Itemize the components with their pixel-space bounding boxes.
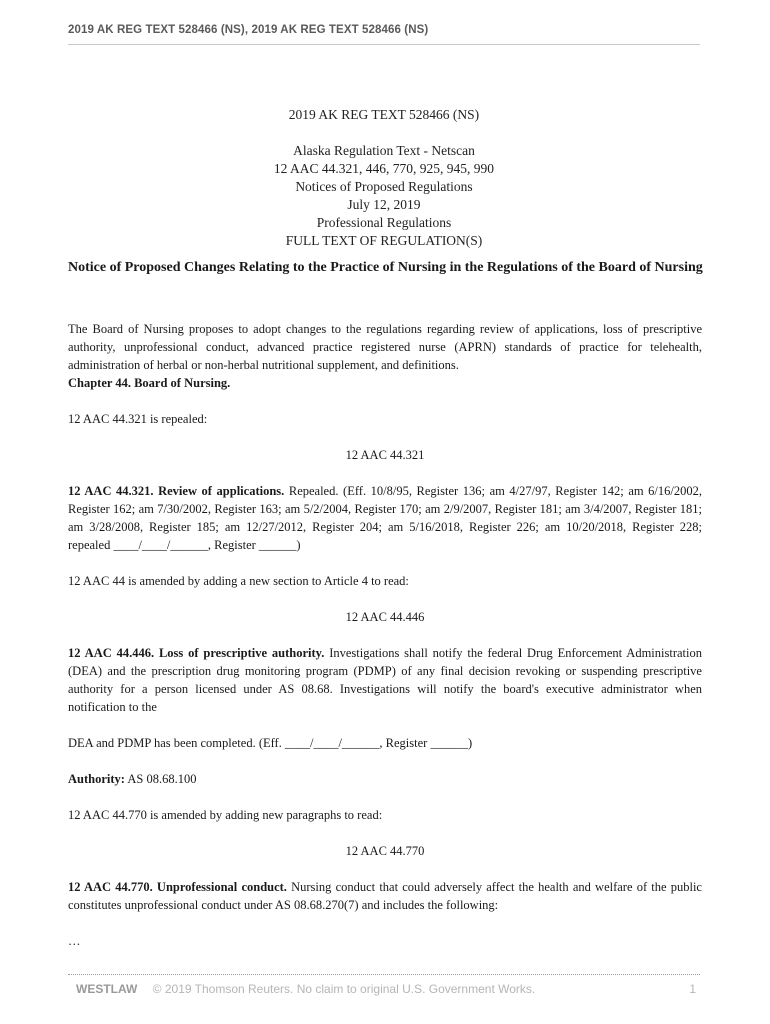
full-text-label: FULL TEXT OF REGULATION(S) bbox=[285, 233, 483, 248]
page-number: 1 bbox=[689, 982, 696, 996]
section-321-heading: 12 AAC 44.321 bbox=[345, 448, 425, 462]
section-770-amend-note: 12 AAC 44.770 is amended by adding new paragraphs to read: bbox=[68, 808, 383, 822]
section-770-text: Nursing conduct that could adversely affect the health and welfare of the public constitutes unprofessional conduct under AS 08.68.270(7) and includes the following: bbox=[68, 880, 702, 912]
footer bbox=[76, 982, 696, 996]
header-divider bbox=[68, 44, 700, 45]
category: Professional Regulations bbox=[316, 215, 452, 230]
footer-divider bbox=[68, 974, 700, 975]
section-446-text: Investigations shall notify the federal Drug Enforcement Administration (DEA) and the prescription drug monitoring program (PDMP) of any final decision revoking or suspending prescriptive authority for a person licensed under AS 08.68. Investigations will notify the board's executive administrator when notification to the bbox=[68, 646, 702, 714]
ellipsis: … bbox=[68, 934, 82, 948]
repeal-note: 12 AAC 44.321 is repealed: bbox=[68, 412, 208, 426]
westlaw-logo: WESTLAW bbox=[76, 982, 138, 996]
regulation-body bbox=[68, 320, 702, 950]
section-770-lead: 12 AAC 44.770. Unprofessional conduct. bbox=[68, 880, 287, 894]
document-type: Notices of Proposed Regulations bbox=[295, 179, 473, 194]
section-321-paragraph bbox=[68, 482, 702, 554]
section-770-paragraph bbox=[68, 878, 702, 914]
copyright-notice: © 2019 Thomson Reuters. No claim to original U.S. Government Works. bbox=[152, 982, 536, 996]
intro-paragraph: The Board of Nursing proposes to adopt changes to the regulations regarding review of applications, loss of prescriptive authority, unprofessional conduct, advanced practice registered nurse (APRN) standards of practice for telehealth, administration of herbal or non-herbal nutritional supplement, and definitions. bbox=[68, 322, 702, 372]
authority-label: Authority: bbox=[68, 772, 125, 786]
section-446-continuation: DEA and PDMP has been completed. (Eff. ____/____/______, Register ______) bbox=[68, 736, 473, 750]
source: Alaska Regulation Text - Netscan bbox=[293, 143, 475, 158]
section-446-lead: 12 AAC 44.446. Loss of prescriptive authority. bbox=[68, 646, 325, 660]
running-header: 2019 AK REG TEXT 528466 (NS), 2019 AK REG TEXT 528466 (NS) bbox=[68, 24, 429, 36]
authority-line bbox=[68, 770, 702, 788]
section-321-text: Repealed. (Eff. 10/8/95, Register 136; am 4/27/97, Register 142; am 6/16/2002, Register 162; am 7/30/2002, Register 163; am 5/2/2004, Register 170; am 2/9/2007, Register 181; am 3/4/2007, Register 181; am 3/28/2008, Register 185; am 12/27/2012, Register 204; am 5/16/2018, Register 226; am 10/20/2018, Register 228; repealed ____/____/______, Register ______) bbox=[68, 484, 703, 552]
section-446-amend-note: 12 AAC 44 is amended by adding a new section to Article 4 to read: bbox=[68, 574, 409, 588]
chapter-heading: Chapter 44. Board of Nursing. bbox=[68, 376, 231, 390]
document-date: July 12, 2019 bbox=[347, 197, 421, 212]
citation: 2019 AK REG TEXT 528466 (NS) bbox=[288, 107, 480, 122]
section-446-paragraph bbox=[68, 644, 702, 716]
section-770-heading: 12 AAC 44.770 bbox=[345, 844, 425, 858]
notice-headline: Notice of Proposed Changes Relating to the Practice of Nursing in the Regulations of the Board of Nursing bbox=[68, 260, 703, 275]
sections-list: 12 AAC 44.321, 446, 770, 925, 945, 990 bbox=[273, 161, 495, 176]
title-block bbox=[68, 106, 700, 250]
authority-text: AS 08.68.100 bbox=[124, 772, 197, 786]
section-446-heading: 12 AAC 44.446 bbox=[345, 610, 425, 624]
section-321-lead: 12 AAC 44.321. Review of applications. bbox=[68, 484, 285, 498]
